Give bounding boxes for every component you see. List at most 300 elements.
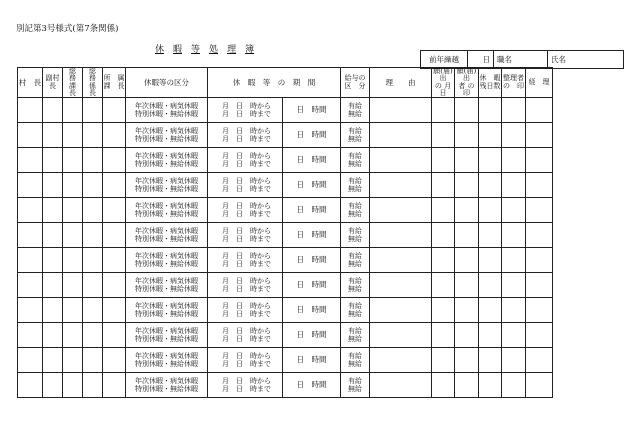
- request-date-cell: [432, 248, 455, 273]
- leave-type-cell: [126, 298, 208, 323]
- leave-type-text: 特別休暇・無給休暇: [135, 385, 198, 394]
- table-row: [18, 248, 553, 273]
- period-cell: [208, 298, 283, 323]
- table-row: [18, 173, 553, 198]
- request-date-cell: [432, 323, 455, 348]
- duration-cell: [283, 248, 341, 273]
- duration-cell: [283, 123, 341, 148]
- pay-type-text: 無給: [348, 185, 362, 194]
- leave-type-cell: [126, 223, 208, 248]
- process-cell: [526, 223, 553, 248]
- mayor-seal-cell: [18, 298, 43, 323]
- reason-cell: [370, 223, 432, 248]
- process-cell: [526, 323, 553, 348]
- general-affairs-staff-seal-cell: [83, 98, 103, 123]
- requester-seal-cell: [455, 223, 479, 248]
- mayor-seal-cell: [18, 373, 43, 398]
- pay-type-text: 無給: [348, 385, 362, 394]
- pay-type-text: 有給: [348, 201, 362, 210]
- reason-cell: [370, 148, 432, 173]
- dept-chief-seal-cell: [103, 248, 126, 273]
- leave-type-cell: [126, 248, 208, 273]
- reason-cell: [370, 298, 432, 323]
- requester-seal-cell: [455, 173, 479, 198]
- process-cell: [526, 123, 553, 148]
- process-cell: [526, 148, 553, 173]
- mayor-seal-cell: [18, 173, 43, 198]
- leave-type-cell: [126, 173, 208, 198]
- general-affairs-staff-seal-cell: [83, 348, 103, 373]
- duration-cell: [283, 323, 341, 348]
- pay-type-text: 無給: [348, 285, 362, 294]
- pay-type-text: 有給: [348, 176, 362, 185]
- deputy-mayor-seal-cell: [43, 323, 63, 348]
- title-char: 理: [227, 45, 237, 55]
- period-text: 月 日 時まで: [222, 135, 271, 144]
- duration-text: 日 時間: [296, 280, 327, 290]
- col-general-affairs-staff: 総 務 係 長: [83, 68, 103, 98]
- deputy-mayor-seal-cell: [43, 123, 63, 148]
- pay-type-text: 無給: [348, 310, 362, 319]
- duration-text: 日 時間: [296, 380, 327, 390]
- col-leave-type: 休暇等の区分: [126, 68, 208, 98]
- process-cell: [526, 373, 553, 398]
- manager-seal-cell: [502, 223, 526, 248]
- pay-type-cell: [341, 248, 370, 273]
- leave-type-cell: [126, 323, 208, 348]
- table-header-row: [18, 68, 553, 98]
- leave-records-table: [17, 67, 553, 398]
- general-affairs-chief-seal-cell: [63, 123, 83, 148]
- period-cell: [208, 123, 283, 148]
- period-cell: [208, 198, 283, 223]
- table-row: [18, 223, 553, 248]
- remaining-days-cell: [479, 123, 502, 148]
- request-date-cell: [432, 298, 455, 323]
- deputy-mayor-seal-cell: [43, 148, 63, 173]
- leave-type-text: 年次休暇・病気休暇: [135, 176, 198, 185]
- general-affairs-staff-seal-cell: [83, 273, 103, 298]
- leave-type-text: 年次休暇・病気休暇: [135, 276, 198, 285]
- remaining-days-cell: [479, 348, 502, 373]
- general-affairs-staff-seal-cell: [83, 123, 103, 148]
- col-dept-chief: 所 属 課 長: [103, 68, 126, 98]
- dept-chief-seal-cell: [103, 223, 126, 248]
- process-cell: [526, 198, 553, 223]
- period-text: 月 日 時から: [222, 326, 271, 335]
- period-text: 月 日 時まで: [222, 360, 271, 369]
- pay-type-text: 無給: [348, 210, 362, 219]
- period-text: 月 日 時から: [222, 151, 271, 160]
- period-text: 月 日 時から: [222, 201, 271, 210]
- page-title: [155, 42, 263, 55]
- table-row: [18, 198, 553, 223]
- col-mayor: 村 長: [18, 68, 43, 98]
- manager-seal-cell: [502, 173, 526, 198]
- reason-cell: [370, 373, 432, 398]
- mayor-seal-cell: [18, 123, 43, 148]
- duration-cell: [283, 148, 341, 173]
- leave-type-text: 年次休暇・病気休暇: [135, 326, 198, 335]
- duration-cell: [283, 348, 341, 373]
- process-cell: [526, 248, 553, 273]
- general-affairs-staff-seal-cell: [83, 373, 103, 398]
- period-cell: [208, 98, 283, 123]
- dept-chief-seal-cell: [103, 298, 126, 323]
- col-period: 休 暇 等 の 期 間: [208, 68, 341, 98]
- pay-type-cell: [341, 173, 370, 198]
- general-affairs-chief-seal-cell: [63, 298, 83, 323]
- table-row: [18, 348, 553, 373]
- period-text: 月 日 時から: [222, 351, 271, 360]
- duration-text: 日 時間: [296, 105, 327, 115]
- reason-cell: [370, 98, 432, 123]
- table-row: [18, 323, 553, 348]
- dept-chief-seal-cell: [103, 148, 126, 173]
- remaining-days-cell: [479, 373, 502, 398]
- deputy-mayor-seal-cell: [43, 198, 63, 223]
- pay-type-text: 有給: [348, 126, 362, 135]
- leave-type-text: 特別休暇・無給休暇: [135, 260, 198, 269]
- manager-seal-cell: [502, 98, 526, 123]
- col-requester-seal: 願(届)出 者 の 印: [455, 68, 479, 98]
- general-affairs-staff-seal-cell: [83, 173, 103, 198]
- mayor-seal-cell: [18, 323, 43, 348]
- reason-cell: [370, 123, 432, 148]
- deputy-mayor-seal-cell: [43, 248, 63, 273]
- leave-type-text: 年次休暇・病気休暇: [135, 201, 198, 210]
- request-date-cell: [432, 348, 455, 373]
- deputy-mayor-seal-cell: [43, 298, 63, 323]
- leave-type-text: 年次休暇・病気休暇: [135, 376, 198, 385]
- pay-type-cell: [341, 273, 370, 298]
- pay-type-text: 有給: [348, 301, 362, 310]
- duration-text: 日 時間: [296, 130, 327, 140]
- reason-cell: [370, 248, 432, 273]
- requester-seal-cell: [455, 373, 479, 398]
- pay-type-text: 無給: [348, 335, 362, 344]
- table-row: [18, 273, 553, 298]
- leave-type-text: 年次休暇・病気休暇: [135, 226, 198, 235]
- pay-type-text: 有給: [348, 101, 362, 110]
- remaining-days-cell: [479, 148, 502, 173]
- title-char: 処: [209, 45, 219, 55]
- period-text: 月 日 時から: [222, 301, 271, 310]
- dept-chief-seal-cell: [103, 198, 126, 223]
- duration-cell: [283, 373, 341, 398]
- table-row: [18, 148, 553, 173]
- mayor-seal-cell: [18, 98, 43, 123]
- duration-text: 日 時間: [296, 255, 327, 265]
- leave-type-text: 年次休暇・病気休暇: [135, 351, 198, 360]
- general-affairs-chief-seal-cell: [63, 373, 83, 398]
- deputy-mayor-seal-cell: [43, 373, 63, 398]
- period-text: 月 日 時まで: [222, 210, 271, 219]
- leave-type-cell: [126, 148, 208, 173]
- duration-text: 日 時間: [296, 205, 327, 215]
- pay-type-text: 有給: [348, 251, 362, 260]
- request-date-cell: [432, 148, 455, 173]
- remaining-days-cell: [479, 298, 502, 323]
- reason-cell: [370, 173, 432, 198]
- leave-type-text: 特別休暇・無給休暇: [135, 235, 198, 244]
- manager-seal-cell: [502, 323, 526, 348]
- pay-type-text: 無給: [348, 160, 362, 169]
- period-text: 月 日 時まで: [222, 285, 271, 294]
- pay-type-cell: [341, 373, 370, 398]
- col-request-date: 願(届)出 の 月 日: [433, 67, 453, 98]
- period-text: 月 日 時から: [222, 126, 271, 135]
- col-reason: 理 由: [370, 68, 432, 98]
- duration-text: 日 時間: [296, 180, 327, 190]
- dept-chief-seal-cell: [103, 348, 126, 373]
- duration-cell: [283, 273, 341, 298]
- general-affairs-staff-seal-cell: [83, 248, 103, 273]
- leave-type-text: 特別休暇・無給休暇: [135, 160, 198, 169]
- manager-seal-cell: [502, 123, 526, 148]
- duration-cell: [283, 98, 341, 123]
- pay-type-text: 無給: [348, 260, 362, 269]
- period-cell: [208, 248, 283, 273]
- leave-type-cell: [126, 123, 208, 148]
- col-process: 経 理: [526, 68, 553, 98]
- leave-type-text: 年次休暇・病気休暇: [135, 251, 198, 260]
- requester-seal-cell: [455, 348, 479, 373]
- manager-seal-cell: [502, 248, 526, 273]
- pay-type-cell: [341, 323, 370, 348]
- name-label: 氏名: [548, 51, 624, 69]
- general-affairs-staff-seal-cell: [83, 298, 103, 323]
- dept-chief-seal-cell: [103, 323, 126, 348]
- manager-seal-cell: [502, 298, 526, 323]
- request-date-cell: [432, 98, 455, 123]
- leave-type-text: 年次休暇・病気休暇: [135, 126, 198, 135]
- remaining-days-cell: [479, 248, 502, 273]
- table-row: [18, 123, 553, 148]
- period-text: 月 日 時まで: [222, 160, 271, 169]
- carryover-label: 前年繰越: [421, 51, 468, 69]
- leave-type-cell: [126, 348, 208, 373]
- dept-chief-seal-cell: [103, 373, 126, 398]
- period-cell: [208, 273, 283, 298]
- reason-cell: [370, 273, 432, 298]
- leave-type-text: 年次休暇・病気休暇: [135, 151, 198, 160]
- duration-text: 日 時間: [296, 330, 327, 340]
- period-text: 月 日 時まで: [222, 335, 271, 344]
- pay-type-text: 有給: [348, 151, 362, 160]
- pay-type-cell: [341, 298, 370, 323]
- requester-seal-cell: [455, 248, 479, 273]
- manager-seal-cell: [502, 373, 526, 398]
- leave-type-text: 特別休暇・無給休暇: [135, 185, 198, 194]
- manager-seal-cell: [502, 348, 526, 373]
- duration-cell: [283, 298, 341, 323]
- dept-chief-seal-cell: [103, 273, 126, 298]
- requester-seal-cell: [455, 98, 479, 123]
- leave-type-text: 特別休暇・無給休暇: [135, 335, 198, 344]
- pay-type-text: 無給: [348, 235, 362, 244]
- table-row: [18, 373, 553, 398]
- mayor-seal-cell: [18, 348, 43, 373]
- leave-type-cell: [126, 373, 208, 398]
- requester-seal-cell: [455, 273, 479, 298]
- remaining-days-cell: [479, 198, 502, 223]
- requester-seal-cell: [455, 198, 479, 223]
- general-affairs-chief-seal-cell: [63, 148, 83, 173]
- col-manager-seal: 整理者 の 印: [502, 68, 526, 98]
- pay-type-text: 無給: [348, 135, 362, 144]
- deputy-mayor-seal-cell: [43, 223, 63, 248]
- leave-type-text: 特別休暇・無給休暇: [135, 210, 198, 219]
- duration-text: 日 時間: [296, 305, 327, 315]
- reason-cell: [370, 323, 432, 348]
- duration-cell: [283, 198, 341, 223]
- remaining-days-cell: [479, 223, 502, 248]
- duration-text: 日 時間: [296, 355, 327, 365]
- pay-type-text: 無給: [348, 360, 362, 369]
- deputy-mayor-seal-cell: [43, 98, 63, 123]
- title-char: 等: [191, 45, 201, 55]
- period-text: 月 日 時まで: [222, 185, 271, 194]
- general-affairs-staff-seal-cell: [83, 198, 103, 223]
- requester-seal-cell: [455, 123, 479, 148]
- pay-type-text: 有給: [348, 276, 362, 285]
- leave-type-text: 特別休暇・無給休暇: [135, 360, 198, 369]
- period-cell: [208, 148, 283, 173]
- period-cell: [208, 373, 283, 398]
- title-char: 暇: [173, 45, 183, 55]
- period-text: 月 日 時まで: [222, 385, 271, 394]
- job-title-label: 職名: [494, 51, 548, 69]
- duration-text: 日 時間: [296, 155, 327, 165]
- request-date-cell: [432, 223, 455, 248]
- title-char: 休: [155, 45, 165, 55]
- reason-cell: [370, 198, 432, 223]
- general-affairs-staff-seal-cell: [83, 148, 103, 173]
- deputy-mayor-seal-cell: [43, 173, 63, 198]
- col-general-affairs-chief: 総 務 課 長: [63, 68, 83, 98]
- period-text: 月 日 時から: [222, 376, 271, 385]
- manager-seal-cell: [502, 273, 526, 298]
- leave-type-cell: [126, 198, 208, 223]
- general-affairs-chief-seal-cell: [63, 173, 83, 198]
- period-text: 月 日 時から: [222, 101, 271, 110]
- general-affairs-chief-seal-cell: [63, 98, 83, 123]
- period-cell: [208, 348, 283, 373]
- duration-cell: [283, 173, 341, 198]
- leave-type-text: 特別休暇・無給休暇: [135, 285, 198, 294]
- remaining-days-cell: [479, 173, 502, 198]
- reason-cell: [370, 348, 432, 373]
- request-date-cell: [432, 123, 455, 148]
- period-cell: [208, 173, 283, 198]
- table-row: [18, 98, 553, 123]
- request-date-cell: [432, 373, 455, 398]
- pay-type-text: 有給: [348, 351, 362, 360]
- general-affairs-chief-seal-cell: [63, 348, 83, 373]
- table-row: [18, 298, 553, 323]
- general-affairs-chief-seal-cell: [63, 248, 83, 273]
- dept-chief-seal-cell: [103, 173, 126, 198]
- duration-text: 日 時間: [296, 230, 327, 240]
- pay-type-cell: [341, 148, 370, 173]
- pay-type-cell: [341, 98, 370, 123]
- general-affairs-staff-seal-cell: [83, 323, 103, 348]
- process-cell: [526, 273, 553, 298]
- remaining-days-cell: [479, 98, 502, 123]
- pay-type-cell: [341, 198, 370, 223]
- leave-type-text: 特別休暇・無給休暇: [135, 310, 198, 319]
- period-text: 月 日 時まで: [222, 310, 271, 319]
- col-remaining-days: 休 暇 残日数: [479, 68, 502, 98]
- mayor-seal-cell: [18, 198, 43, 223]
- mayor-seal-cell: [18, 273, 43, 298]
- title-char: 簿: [245, 45, 255, 55]
- request-date-cell: [432, 273, 455, 298]
- duration-cell: [283, 223, 341, 248]
- period-text: 月 日 時から: [222, 276, 271, 285]
- process-cell: [526, 298, 553, 323]
- period-text: 月 日 時から: [222, 226, 271, 235]
- dept-chief-seal-cell: [103, 98, 126, 123]
- period-text: 月 日 時まで: [222, 260, 271, 269]
- pay-type-text: 有給: [348, 226, 362, 235]
- col-pay-type: 給与の 区 分: [341, 68, 370, 98]
- leave-type-text: 特別休暇・無給休暇: [135, 135, 198, 144]
- leave-type-cell: [126, 273, 208, 298]
- pay-type-cell: [341, 123, 370, 148]
- general-affairs-chief-seal-cell: [63, 223, 83, 248]
- requester-seal-cell: [455, 148, 479, 173]
- mayor-seal-cell: [18, 248, 43, 273]
- dept-chief-seal-cell: [103, 123, 126, 148]
- period-text: 月 日 時から: [222, 251, 271, 260]
- leave-type-text: 年次休暇・病気休暇: [135, 101, 198, 110]
- manager-seal-cell: [502, 148, 526, 173]
- remaining-days-cell: [479, 273, 502, 298]
- leave-type-text: 特別休暇・無給休暇: [135, 110, 198, 119]
- period-text: 月 日 時まで: [222, 235, 271, 244]
- request-date-cell: [432, 198, 455, 223]
- col-deputy-mayor: 副村長: [43, 68, 63, 98]
- general-affairs-chief-seal-cell: [63, 273, 83, 298]
- pay-type-cell: [341, 348, 370, 373]
- pay-type-cell: [341, 223, 370, 248]
- deputy-mayor-seal-cell: [43, 348, 63, 373]
- process-cell: [526, 348, 553, 373]
- pay-type-text: 無給: [348, 110, 362, 119]
- mayor-seal-cell: [18, 148, 43, 173]
- period-text: 月 日 時から: [222, 176, 271, 185]
- mayor-seal-cell: [18, 223, 43, 248]
- process-cell: [526, 173, 553, 198]
- request-date-cell: [432, 173, 455, 198]
- form-reference: 別記第3号様式(第7条関係): [16, 24, 119, 34]
- carryover-day-label: 日: [468, 51, 494, 69]
- general-affairs-chief-seal-cell: [63, 323, 83, 348]
- general-affairs-chief-seal-cell: [63, 198, 83, 223]
- manager-seal-cell: [502, 198, 526, 223]
- deputy-mayor-seal-cell: [43, 273, 63, 298]
- pay-type-text: 有給: [348, 326, 362, 335]
- process-cell: [526, 98, 553, 123]
- requester-seal-cell: [455, 298, 479, 323]
- period-cell: [208, 223, 283, 248]
- leave-type-cell: [126, 98, 208, 123]
- leave-type-text: 年次休暇・病気休暇: [135, 301, 198, 310]
- pay-type-text: 有給: [348, 376, 362, 385]
- requester-seal-cell: [455, 323, 479, 348]
